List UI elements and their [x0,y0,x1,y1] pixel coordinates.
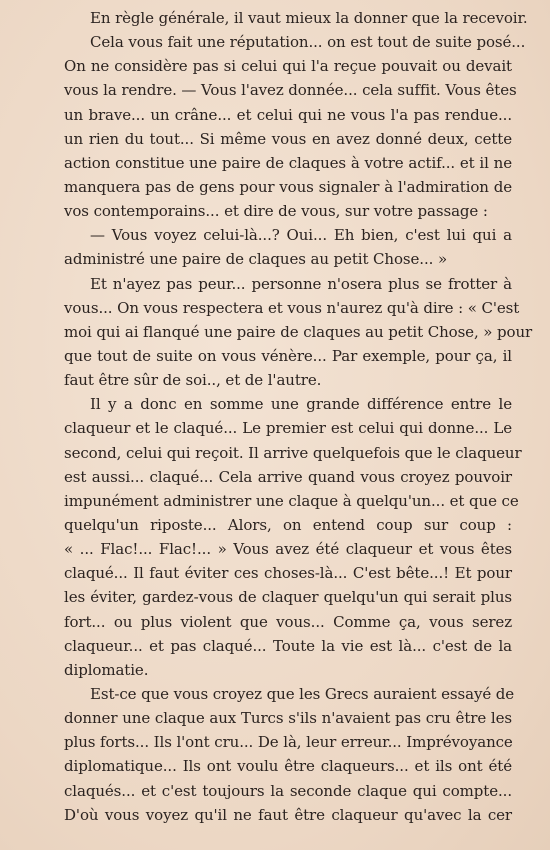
text-line: En règle générale, il vaut mieux la donner que la recevoir. [90,9,528,27]
text-line: administré une paire de claques au petit Chose... » [64,250,448,269]
text-line: que tout de suite on vous vénère... Par exemple, pour ça, il [64,346,512,365]
text-line: les éviter, gardez-vous de claquer quelqu'un qui serait plus [64,588,512,607]
text-line: impunément administrer une claque à quelqu'un... et que ce [64,491,519,510]
text-line: vous la rendre. — Vous l'avez donnée... cela suffit. Vous êtes [64,81,517,100]
text-line: vous... On vous respectera et vous n'aurez qu'à dire : « C'est [64,298,520,317]
text-line: un rien du tout... Si même vous en avez donné deux, cette [64,129,512,148]
text-line: diplomatie. [64,660,149,679]
text-line: plus forts... Ils l'ont cru... De là, leur erreur... Imprévoyance [64,733,513,752]
text-line: D'où vous voyez qu'il ne faut être claqueur qu'avec la cer [64,805,512,824]
text-line: quelqu'un riposte... Alors, on entend coup sur coup : [64,515,512,534]
text-line: Et n'ayez pas peur... personne n'osera plus se frotter à [90,274,512,293]
text-line: moi qui ai flanqué une paire de claques au petit Chose, » pour [64,322,533,341]
body-text [64,6,533,827]
text-line: « ... Flac!... Flac!... » Vous avez été claqueur et vous êtes [64,540,512,559]
text-line: claqueur et le claqué... Le premier est celui qui donne... Le [64,419,512,438]
text-line: est aussi... claqué... Cela arrive quand vous croyez pouvoir [64,467,512,486]
text-line: claqué... Il faut éviter ces choses-là... C'est bête...! Et pour [64,564,512,583]
text-line: Cela vous fait une réputation... on est tout de suite posé... [90,33,526,52]
text-line: claqueur... et pas claqué... Toute la vie est là... c'est de la [64,636,512,655]
text-line: fort... ou plus violent que vous... Comme ça, vous serez [64,612,512,631]
text-line: vos contemporains... et dire de vous, sur votre passage : [64,202,488,221]
text-line: manquera pas de gens pour vous signaler à l'admiration de [64,177,512,196]
text-line: Il y a donc en somme une grande différence entre le [90,395,512,414]
text-line: On ne considère pas si celui qui l'a reçue pouvait ou devait [64,57,512,76]
text-line: — Vous voyez celui-là...? Oui... Eh bien, c'est lui qui a [90,226,512,245]
text-line: second, celui qui reçoit. Il arrive quelquefois que le claqueur [64,443,522,462]
text-line: diplomatique... Ils ont voulu être claqueurs... et ils ont été [64,757,512,776]
text-line: Est-ce que vous croyez que les Grecs auraient essayé de [90,684,515,703]
text-line: donner une claque aux Turcs s'ils n'avaient pas cru être les [64,709,512,728]
text-line: faut être sûr de soi.., et de l'autre. [64,371,322,390]
text-line: action constitue une paire de claques à votre actif... et il ne [64,153,512,172]
text-line: claqués... et c'est toujours la seconde claque qui compte... [64,781,512,800]
text-line: un brave... un crâne... et celui qui ne vous l'a pas rendue... [64,105,512,124]
